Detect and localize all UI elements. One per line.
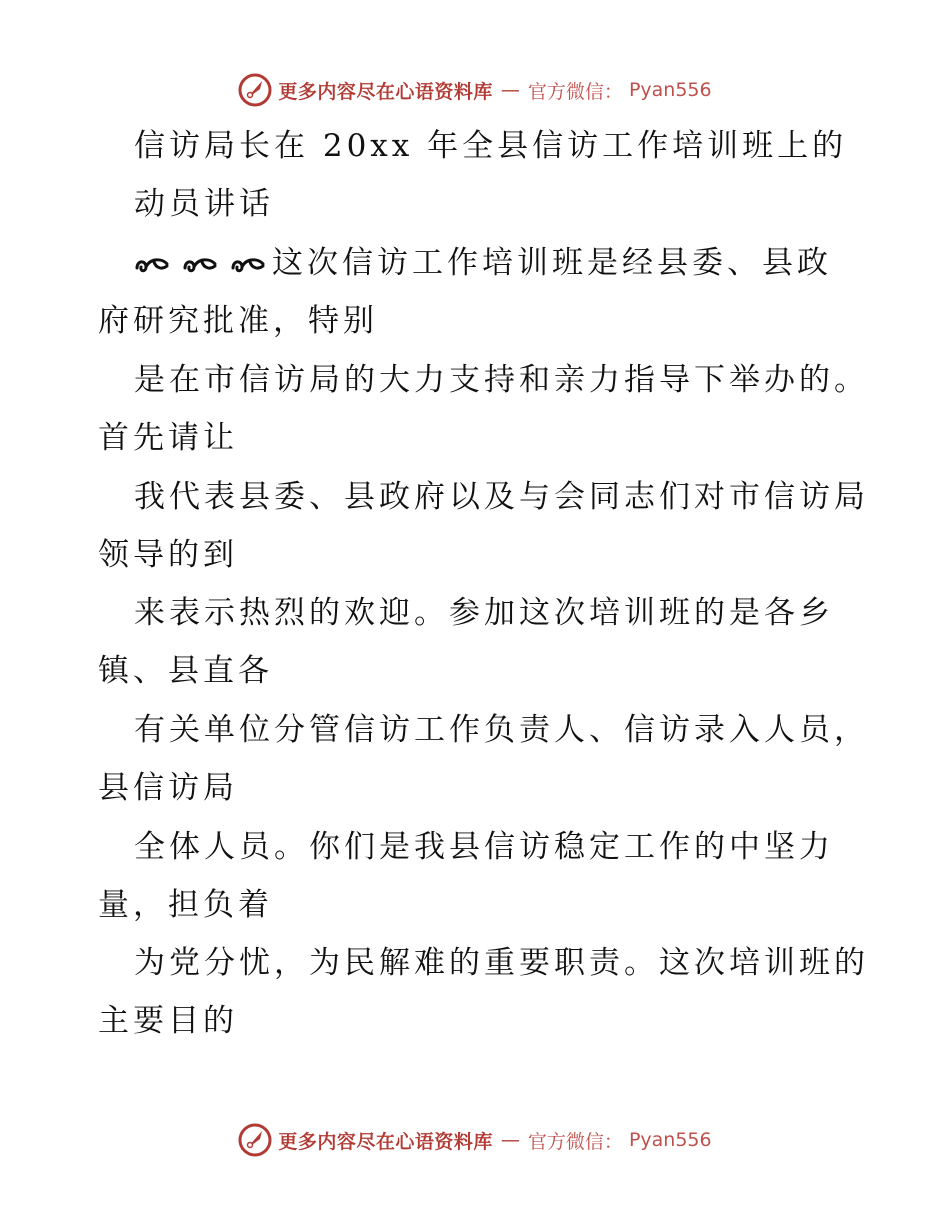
paragraph-line-3: 是在市信访局的大力支持和亲力指导下举办的。 [134,362,869,398]
paragraph-line-5: 我代表县委、县政府以及与会同志们对市信访局 [134,479,869,515]
ornament-group [134,254,266,276]
paragraph-line-4: 首先请让 [98,420,238,456]
banner-wechat-id: Pyan556 [628,1129,712,1151]
banner-text: 更多内容尽在心语资料库 [278,1130,493,1153]
paragraph-line-2: 府研究批准，特别 [98,303,378,339]
fleuron-icon [134,254,170,276]
title-line-2: 动员讲话 [134,186,274,222]
paragraph-line-1-text: 这次信访工作培训班是经县委、县政 [272,245,832,281]
banner-wechat-id: Pyan556 [628,79,712,101]
paragraph-line-11: 全体人员。你们是我县信访稳定工作的中坚力 [134,829,834,865]
banner-dash: — [500,79,520,101]
quill-logo-icon [238,1123,272,1157]
paragraph-line-8: 镇、县直各 [98,653,273,689]
banner-text: 更多内容尽在心语资料库 [278,80,493,103]
header-banner [0,70,950,110]
title-line-1: 信访局长在 20xx 年全县信访工作培训班上的 [134,128,848,164]
paragraph-line-13: 为党分忧，为民解难的重要职责。这次培训班的 [134,945,869,981]
paragraph-line-14: 主要目的 [98,1003,238,1039]
paragraph-line-9: 有关单位分管信访工作负责人、信访录入人员， [134,712,869,748]
paragraph-line-12: 量，担负着 [98,887,273,923]
paragraph-line-6: 领导的到 [98,537,238,573]
footer-banner [0,1120,950,1160]
fleuron-icon [230,254,266,276]
paragraph-line-10: 县信访局 [98,770,238,806]
fleuron-icon [182,254,218,276]
paragraph-line-1 [134,243,832,283]
paragraph-line-7: 来表示热烈的欢迎。参加这次培训班的是各乡 [134,595,834,631]
banner-dash: — [500,1129,520,1151]
banner-wechat-label: 官方微信： [527,80,623,103]
quill-logo-icon [238,73,272,107]
banner-wechat-label: 官方微信： [527,1130,623,1153]
